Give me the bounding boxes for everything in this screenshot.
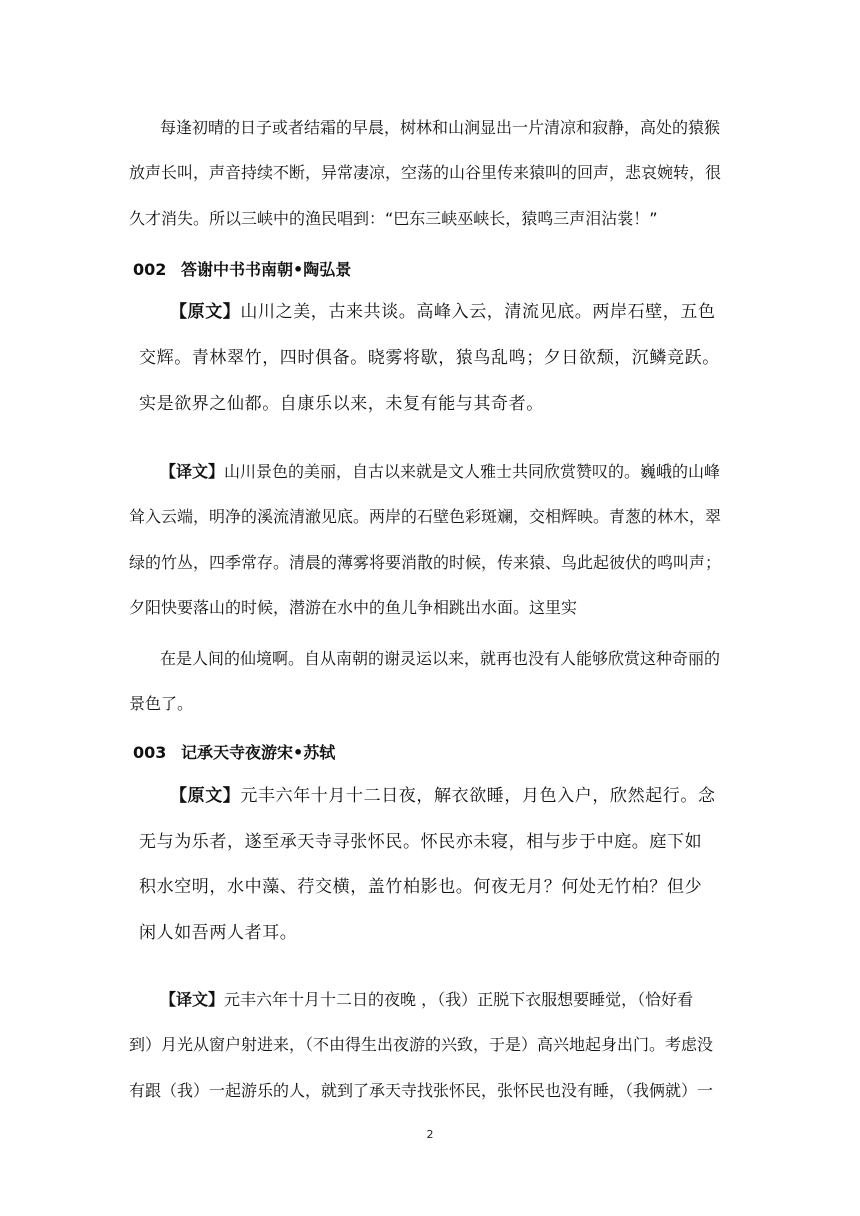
translation-text-line: 到）月光从窗户射进来，（不由得生出夜游的兴致，于是）高兴地起身出门。考虑没 <box>129 1035 714 1054</box>
intro-translation-line: 久才消失。所以三峡中的渔民唱到：“巴东三峡巫峡长，猿鸣三声泪沾裳！” <box>129 209 658 228</box>
translation-tag: 【译文】 <box>160 462 225 481</box>
original-tag: 【原文】 <box>170 786 241 806</box>
original-text-line: 积水空明，水中藻、荇交横，盖竹柏影也。何夜无月？何处无竹柏？但少 <box>139 877 703 897</box>
translation-text-line: 绿的竹丛，四季常存。清晨的薄雾将要消散的时候，传来猿、鸟此起彼伏的鸣叫声； <box>129 553 722 572</box>
translation-text-line: 景色了。 <box>129 694 194 713</box>
section-heading-002 <box>133 260 351 280</box>
translation-text-line: 耸入云端，明净的溪流清澈见底。两岸的石壁色彩斑斓，交相辉映。青葱的林木，翠 <box>129 507 722 526</box>
translation-text-line: 在是人间的仙境啊。自从南朝的谢灵运以来，就再也没有人能够欣赏这种奇丽的 <box>160 649 721 668</box>
translation-text-line: 【译文】山川景色的美丽，自古以来就是文人雅士共同欣赏赞叹的。巍峨的山峰 <box>160 462 721 481</box>
section-number: 002 <box>133 260 167 279</box>
intro-translation-line: 每逢初晴的日子或者结霜的早晨，树林和山涧显出一片清凉和寂静，高处的猿猴 <box>160 118 721 137</box>
original-text-line: 【原文】元丰六年十月十二日夜，解衣欲睡，月色入户，欣然起行。念 <box>170 786 716 806</box>
original-text-line: 无与为乐者，遂至承天寺寻张怀民。怀民亦未寝，相与步于中庭。庭下如 <box>139 832 703 852</box>
original-text-line: 实是欲界之仙都。自康乐以来，未复有能与其奇者。 <box>139 394 544 414</box>
translation-text-line: 有跟（我）一起游乐的人，就到了承天寺找张怀民，张怀民也没有睡，（我俩就）一 <box>129 1081 714 1100</box>
original-text-line: 【原文】山川之美，古来共谈。高峰入云，清流见底。两岸石壁，五色 <box>170 302 716 322</box>
original-text-line: 闲人如吾两人者耳。 <box>139 923 298 943</box>
original-tag: 【原文】 <box>170 302 241 322</box>
section-title: 答谢中书书南朝•陶弘景 <box>181 260 352 279</box>
page-number: 2 <box>426 1128 434 1141</box>
translation-text-line: 【译文】元丰六年十月十二日的夜晚 ，（我）正脱下衣服想要睡觉，（恰好看 <box>160 990 694 1009</box>
section-heading-003 <box>133 743 335 763</box>
translation-text-line: 夕阳快要落山的时候，潜游在水中的鱼儿争相跳出水面。这里实 <box>129 598 578 617</box>
translation-tag: 【译文】 <box>160 990 225 1009</box>
section-number: 003 <box>133 743 167 762</box>
section-title: 记承天寺夜游宋•苏轼 <box>181 743 336 762</box>
original-text-line: 交辉。青林翠竹，四时俱备。晓雾将歇，猿鸟乱鸣；夕日欲颓，沉鳞竞跃。 <box>139 348 720 368</box>
intro-translation-line: 放声长叫，声音持续不断，异常凄凉，空荡的山谷里传来猿叫的回声，悲哀婉转，很 <box>129 163 722 182</box>
